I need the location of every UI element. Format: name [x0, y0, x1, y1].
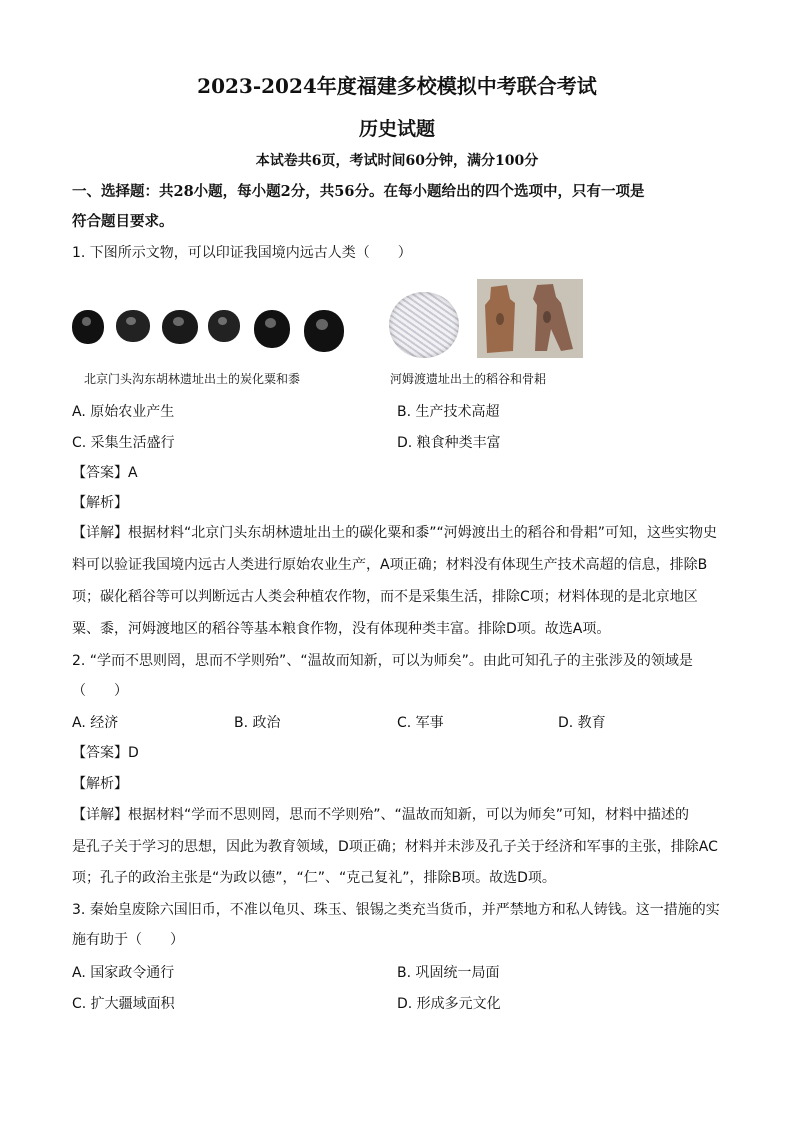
q2-detail-line: 是孔子关于学习的思想，因此为教育领域，D项正确；材料并未涉及孔子关于经济和军事的主张，排除AC [72, 839, 718, 855]
q2-detail-line: 【详解】根据材料“学而不思则罔，思而不学则殆”、“温故而知新，可以为师矣”可知，材料中描述的 [72, 807, 690, 823]
q1-detail-line: 【详解】根据材料“北京门头东胡林遗址出土的碳化粟和黍”“河姆渡出土的稻谷和骨耜”可知，这些实物史 [72, 525, 718, 541]
exam-info: 本试卷共6页，考试时间60分钟，满分100分 [255, 153, 539, 169]
q1-analysis-label: 【解析】 [72, 495, 128, 511]
caption-left: 北京门头沟东胡林遗址出土的炭化粟和黍 [84, 372, 301, 386]
q2-analysis-label: 【解析】 [72, 776, 128, 792]
section-heading-line1: 一、选择题：共28小题，每小题2分，共56分。在每小题给出的四个选项中，只有一项是 [72, 183, 645, 200]
q3-stem-cont: 施有助于（ ） [72, 932, 184, 948]
q1-stem: 1. 下图所示文物，可以印证我国境内远古人类（ ） [72, 245, 412, 261]
q3-option-d: D. 形成多元文化 [397, 996, 501, 1012]
q2-option-d: D. 教育 [558, 715, 606, 731]
section-heading-line2: 符合题目要求。 [72, 213, 174, 230]
q2-stem: 2. “学而不思则罔，思而不学则殆”、“温故而知新，可以为师矣”。由此可知孔子的主张涉及的领域是 [72, 653, 693, 669]
q3-option-b: B. 巩固统一局面 [397, 965, 500, 981]
exam-title: 2023-2024年度福建多校模拟中考联合考试 [197, 74, 597, 98]
q1-option-a: A. 原始农业产生 [72, 404, 175, 420]
q1-detail-line: 料可以验证我国境内远古人类进行原始农业生产，A项正确；材料没有体现生产技术高超的信息，排除B [72, 557, 708, 573]
q2-detail-line: 项；孔子的政治主张是“为政以德”，“仁”、“克己复礼”，排除B项。故选D项。 [72, 870, 556, 886]
bone-spade-image [477, 279, 583, 358]
q1-option-c: C. 采集生活盛行 [72, 435, 175, 451]
q2-answer: 【答案】D [72, 745, 139, 761]
rice-grain-plate-image [389, 292, 459, 358]
q1-option-b: B. 生产技术高超 [397, 404, 500, 420]
q2-option-c: C. 军事 [397, 715, 444, 731]
q1-option-d: D. 粮食种类丰富 [397, 435, 501, 451]
q1-detail-line: 项；碳化稻谷等可以判断远古人类会种植农作物，而不是采集生活，排除C项；材料体现的是北京地区 [72, 589, 698, 605]
q2-option-a: A. 经济 [72, 715, 119, 731]
q2-option-b: B. 政治 [234, 715, 281, 731]
q3-option-c: C. 扩大疆域面积 [72, 996, 175, 1012]
q1-detail-line: 粟、黍，河姆渡地区的稻谷等基本粮食作物，没有体现种类丰富。排除D项。故选A项。 [72, 621, 611, 637]
subject-title: 历史试题 [358, 118, 435, 140]
q3-stem: 3. 秦始皇废除六国旧币，不准以龟贝、珠玉、银锡之类充当货币，并严禁地方和私人铸钱。这一措施的实 [72, 902, 720, 918]
caption-right: 河姆渡遗址出土的稻谷和骨耜 [390, 372, 547, 386]
q1-answer: 【答案】A [72, 465, 138, 481]
q3-option-a: A. 国家政令通行 [72, 965, 175, 981]
q2-stem-cont: （ ） [72, 683, 128, 699]
